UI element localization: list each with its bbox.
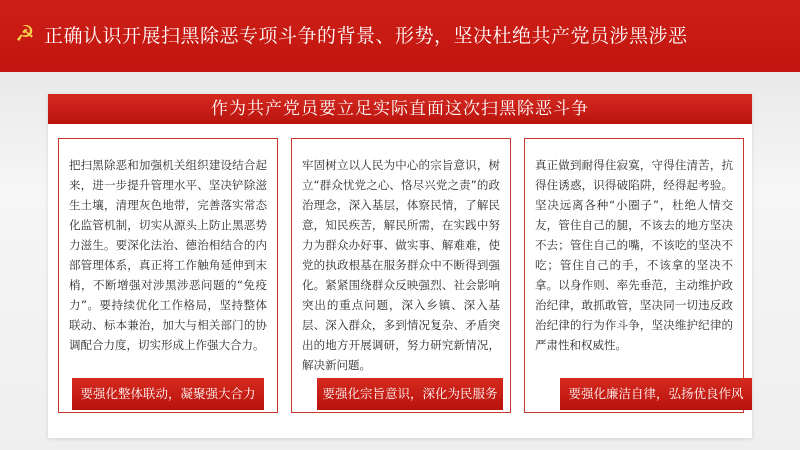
card-integrity-button[interactable]: 要强化廉洁自律，弘扬优良作风 — [560, 378, 752, 410]
header-bar — [0, 0, 800, 72]
card-text: 把扫黑除恶和加强机关组织建设结合起来，进一步提升管理水平、坚决铲除滋生土壤，清理灰色地带，完善落实常态化监管机制，切实从源头上防止黑恶势力滋生。要深化法治、德治相结合的内部管理体系，真正将工作触角延伸到末梢，不断增强对涉黑涉恶问题的“免疫力”。要持续优化工作格局，坚持整体联动、标本兼治，加大与相关部门的协调配合力度，切实形成上作强大合力。 — [69, 158, 267, 352]
card-service — [291, 138, 511, 413]
page-title: 正确认识开展扫黑除恶专项斗争的背景、形势，坚决杜绝共产党员涉黑涉恶 — [44, 25, 688, 47]
card-integration — [58, 138, 278, 413]
section-banner: 作为共产党员要立足实际直面这次扫黑除恶斗争 — [48, 94, 752, 124]
card-integration-button[interactable]: 要强化整体联动，凝聚强大合力 — [72, 378, 264, 410]
card-text: 真正做到耐得住寂寞，守得住清苦，抗得住诱惑，识得破陷阱，经得起考验。坚决远离各种“小圈子”，杜绝人情交友，管住自己的腿，不该去的地方坚决不去；管住自己的嘴，不该吃的坚决不吃；管住自己的手，不该拿的坚决不拿。以身作则、率先垂范，主动维护政治纪律，敢抓敢管，坚决同一切违反政治纪律的行为作斗争，坚决维护纪律的严肃性和权威性。 — [535, 158, 733, 352]
card-service-button[interactable]: 要强化宗旨意识，深化为民服务 — [317, 378, 503, 410]
card-text: 牢固树立以人民为中心的宗旨意识，树立“群众忧党之心、恪尽兴党之责”的政治理念，深入基层，体察民情，了解民意，知民疾苦，解民所需，在实践中努力为群众办好事、做实事、解难难，使党的执政根基在服务群众中不断得到强化。紧紧围绕群众反映强烈、社会影响突出的重点问题，深入乡镇、深入基层、深入群众，多到情况复杂、矛盾突出的地方开展调研，努力研究新情况，解决新问题。 — [302, 158, 500, 372]
card-integrity — [524, 138, 744, 413]
hammer-sickle-icon: ☭ — [15, 22, 35, 47]
